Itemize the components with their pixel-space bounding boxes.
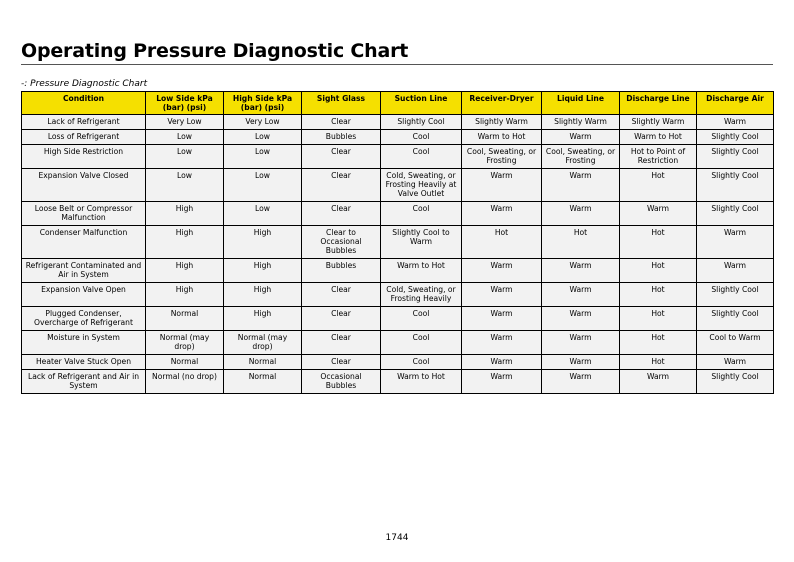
- receiver-dryer-cell: Hot: [462, 226, 542, 259]
- suction-line-cell: Cold, Sweating, or Frosting Heavily at Valve Outlet: [381, 169, 462, 202]
- receiver-dryer-cell: Slightly Warm: [462, 115, 542, 130]
- table-row: [22, 370, 774, 394]
- high-side-cell: Low: [224, 169, 302, 202]
- liquid-line-cell: Warm: [542, 307, 620, 331]
- liquid-line-cell: Warm: [542, 283, 620, 307]
- receiver-dryer-cell: Cool, Sweating, or Frosting: [462, 145, 542, 169]
- table-row: [22, 169, 774, 202]
- suction-line-cell: Warm to Hot: [381, 370, 462, 394]
- table-row: [22, 307, 774, 331]
- discharge-line-cell: Hot to Point of Restriction: [620, 145, 697, 169]
- discharge-air-cell: Cool to Warm: [697, 331, 774, 355]
- discharge-air-cell: Slightly Cool: [697, 370, 774, 394]
- condition-cell: Lack of Refrigerant: [22, 115, 146, 130]
- discharge-air-cell: Warm: [697, 226, 774, 259]
- liquid-line-cell: Warm: [542, 355, 620, 370]
- high-side-cell: High: [224, 283, 302, 307]
- receiver-dryer-cell: Warm: [462, 202, 542, 226]
- liquid-line-cell: Cool, Sweating, or Frosting: [542, 145, 620, 169]
- table-caption: -: Pressure Diagnostic Chart: [21, 79, 148, 89]
- header-liquid-line: Liquid Line: [542, 92, 620, 115]
- page-number: 1744: [385, 533, 409, 543]
- discharge-air-cell: Warm: [697, 355, 774, 370]
- sight-glass-cell: Clear: [302, 145, 381, 169]
- header-sight-glass: Sight Glass: [302, 92, 381, 115]
- discharge-line-cell: Hot: [620, 226, 697, 259]
- receiver-dryer-cell: Warm: [462, 259, 542, 283]
- discharge-line-cell: Hot: [620, 307, 697, 331]
- title-divider: [21, 64, 773, 65]
- low-side-cell: High: [146, 259, 224, 283]
- table-row: [22, 331, 774, 355]
- table-row: [22, 130, 774, 145]
- low-side-cell: Low: [146, 130, 224, 145]
- discharge-line-cell: Hot: [620, 283, 697, 307]
- header-low-side: Low Side kPa (bar) (psi): [146, 92, 224, 115]
- high-side-cell: Normal (may drop): [224, 331, 302, 355]
- sight-glass-cell: Clear: [302, 115, 381, 130]
- condition-cell: Loose Belt or Compressor Malfunction: [22, 202, 146, 226]
- discharge-line-cell: Warm: [620, 202, 697, 226]
- high-side-cell: Normal: [224, 355, 302, 370]
- liquid-line-cell: Warm: [542, 370, 620, 394]
- low-side-cell: High: [146, 283, 224, 307]
- high-side-cell: Very Low: [224, 115, 302, 130]
- table-row: [22, 202, 774, 226]
- suction-line-cell: Cool: [381, 202, 462, 226]
- suction-line-cell: Slightly Cool: [381, 115, 462, 130]
- low-side-cell: Normal: [146, 355, 224, 370]
- sight-glass-cell: Clear to Occasional Bubbles: [302, 226, 381, 259]
- condition-cell: Condenser Malfunction: [22, 226, 146, 259]
- condition-cell: Moisture in System: [22, 331, 146, 355]
- discharge-air-cell: Warm: [697, 115, 774, 130]
- sight-glass-cell: Clear: [302, 307, 381, 331]
- suction-line-cell: Cold, Sweating, or Frosting Heavily: [381, 283, 462, 307]
- discharge-air-cell: Slightly Cool: [697, 283, 774, 307]
- discharge-line-cell: Hot: [620, 169, 697, 202]
- sight-glass-cell: Bubbles: [302, 259, 381, 283]
- low-side-cell: Very Low: [146, 115, 224, 130]
- condition-cell: Loss of Refrigerant: [22, 130, 146, 145]
- discharge-line-cell: Hot: [620, 355, 697, 370]
- table-header-row: [22, 92, 774, 115]
- suction-line-cell: Cool: [381, 331, 462, 355]
- sight-glass-cell: Clear: [302, 283, 381, 307]
- discharge-air-cell: Slightly Cool: [697, 202, 774, 226]
- high-side-cell: Low: [224, 130, 302, 145]
- table-body: [22, 115, 774, 394]
- sight-glass-cell: Occasional Bubbles: [302, 370, 381, 394]
- receiver-dryer-cell: Warm: [462, 370, 542, 394]
- table-row: [22, 355, 774, 370]
- discharge-air-cell: Slightly Cool: [697, 145, 774, 169]
- suction-line-cell: Cool: [381, 130, 462, 145]
- low-side-cell: Normal (may drop): [146, 331, 224, 355]
- header-high-side: High Side kPa (bar) (psi): [224, 92, 302, 115]
- discharge-line-cell: Hot: [620, 259, 697, 283]
- low-side-cell: High: [146, 226, 224, 259]
- suction-line-cell: Cool: [381, 307, 462, 331]
- low-side-cell: High: [146, 202, 224, 226]
- high-side-cell: High: [224, 226, 302, 259]
- header-discharge-air: Discharge Air: [697, 92, 774, 115]
- high-side-cell: High: [224, 307, 302, 331]
- liquid-line-cell: Slightly Warm: [542, 115, 620, 130]
- low-side-cell: Low: [146, 169, 224, 202]
- table-row: [22, 259, 774, 283]
- condition-cell: High Side Restriction: [22, 145, 146, 169]
- receiver-dryer-cell: Warm: [462, 307, 542, 331]
- condition-cell: Refrigerant Contaminated and Air in System: [22, 259, 146, 283]
- header-receiver-dryer: Receiver-Dryer: [462, 92, 542, 115]
- suction-line-cell: Slightly Cool to Warm: [381, 226, 462, 259]
- high-side-cell: Low: [224, 202, 302, 226]
- receiver-dryer-cell: Warm: [462, 355, 542, 370]
- suction-line-cell: Cool: [381, 355, 462, 370]
- table-row: [22, 226, 774, 259]
- discharge-line-cell: Warm: [620, 370, 697, 394]
- suction-line-cell: Cool: [381, 145, 462, 169]
- page-title: Operating Pressure Diagnostic Chart: [21, 40, 409, 62]
- header-condition: Condition: [22, 92, 146, 115]
- header-discharge-line: Discharge Line: [620, 92, 697, 115]
- condition-cell: Lack of Refrigerant and Air in System: [22, 370, 146, 394]
- liquid-line-cell: Warm: [542, 130, 620, 145]
- discharge-air-cell: Warm: [697, 259, 774, 283]
- discharge-line-cell: Warm to Hot: [620, 130, 697, 145]
- header-suction-line: Suction Line: [381, 92, 462, 115]
- condition-cell: Heater Valve Stuck Open: [22, 355, 146, 370]
- sight-glass-cell: Clear: [302, 169, 381, 202]
- receiver-dryer-cell: Warm to Hot: [462, 130, 542, 145]
- discharge-air-cell: Slightly Cool: [697, 307, 774, 331]
- liquid-line-cell: Warm: [542, 331, 620, 355]
- pressure-diagnostic-table: [21, 91, 774, 394]
- table-row: [22, 283, 774, 307]
- high-side-cell: Low: [224, 145, 302, 169]
- low-side-cell: Normal (no drop): [146, 370, 224, 394]
- condition-cell: Expansion Valve Open: [22, 283, 146, 307]
- low-side-cell: Low: [146, 145, 224, 169]
- discharge-air-cell: Slightly Cool: [697, 169, 774, 202]
- discharge-line-cell: Hot: [620, 331, 697, 355]
- liquid-line-cell: Warm: [542, 259, 620, 283]
- liquid-line-cell: Hot: [542, 226, 620, 259]
- condition-cell: Plugged Condenser, Overcharge of Refrigerant: [22, 307, 146, 331]
- table-row: [22, 145, 774, 169]
- discharge-line-cell: Slightly Warm: [620, 115, 697, 130]
- receiver-dryer-cell: Warm: [462, 283, 542, 307]
- receiver-dryer-cell: Warm: [462, 331, 542, 355]
- high-side-cell: High: [224, 259, 302, 283]
- discharge-air-cell: Slightly Cool: [697, 130, 774, 145]
- receiver-dryer-cell: Warm: [462, 169, 542, 202]
- liquid-line-cell: Warm: [542, 202, 620, 226]
- sight-glass-cell: Clear: [302, 331, 381, 355]
- high-side-cell: Normal: [224, 370, 302, 394]
- table-row: [22, 115, 774, 130]
- liquid-line-cell: Warm: [542, 169, 620, 202]
- sight-glass-cell: Clear: [302, 202, 381, 226]
- low-side-cell: Normal: [146, 307, 224, 331]
- sight-glass-cell: Clear: [302, 355, 381, 370]
- sight-glass-cell: Bubbles: [302, 130, 381, 145]
- suction-line-cell: Warm to Hot: [381, 259, 462, 283]
- condition-cell: Expansion Valve Closed: [22, 169, 146, 202]
